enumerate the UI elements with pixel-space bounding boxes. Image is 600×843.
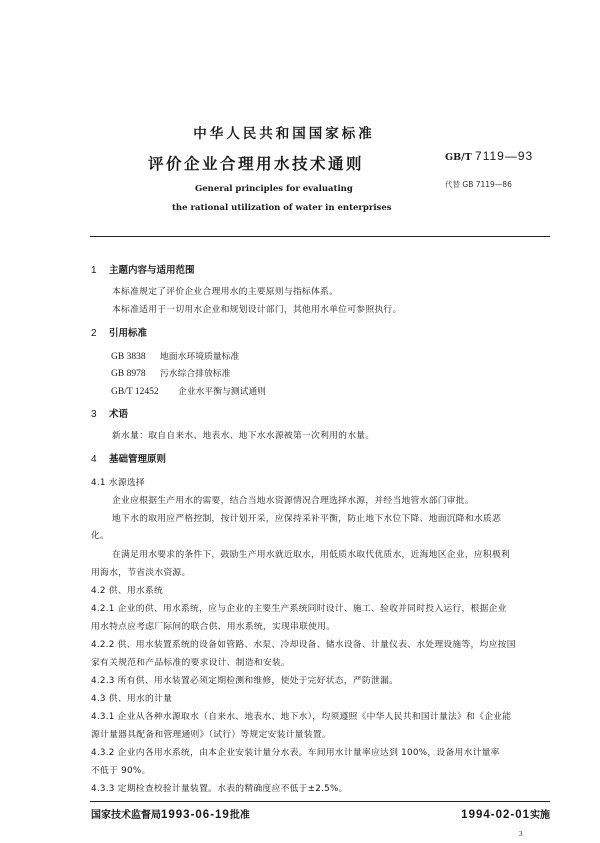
subsection-4-3-heading: 4.3 供、用水的计量 xyxy=(91,694,173,704)
paragraph: 新水量：取自自来水、地表水、地下水水源被第一次利用的水量。 xyxy=(112,431,375,441)
clause-4-3-2-continued: 不低于 90%。 xyxy=(91,766,151,776)
section-title: 主题内容与适用范围 xyxy=(109,265,195,276)
section-number: 3 xyxy=(91,409,97,420)
subsection-4-1-heading: 4.1 水源选择 xyxy=(91,478,145,488)
section-2-heading xyxy=(91,325,147,339)
section-1-heading xyxy=(91,262,195,276)
clause-4-2-2-continued: 家有关规范和产品标准的要求设计、制造和安装。 xyxy=(91,658,291,668)
standard-code: 7119—93 xyxy=(475,149,534,163)
clause-4-2-2: 4.2.2 供、用水装置系统的设备如管路、水泵、冷却设备、储水设备、计量仪表、水处理设施等，均应按国 xyxy=(91,640,516,650)
page-number: 3 xyxy=(519,830,523,838)
header-divider xyxy=(90,236,550,237)
section-number: 2 xyxy=(91,328,97,339)
section-number: 4 xyxy=(91,454,97,465)
paragraph-continued: 用海水，节省淡水资源。 xyxy=(91,568,191,578)
document-title-en-line1: General principles for evaluating xyxy=(195,184,353,194)
reference-item: GB 8978 污水综合排放标准 xyxy=(111,369,231,379)
section-4-heading xyxy=(91,451,166,465)
paragraph: 本标准适用于一切用水企业和规划设计部门，其他用水单位可参照执行。 xyxy=(112,305,402,315)
paragraph-continued: 化。 xyxy=(91,531,110,541)
clause-4-3-1: 4.3.1 企业从各种水源取水（自来水、地表水、地下水），均须遵照《中华人民共和国计量法》和《企业能 xyxy=(91,712,512,722)
standard-number xyxy=(445,149,533,163)
paragraph: 企业应根据生产用水的需要，结合当地水资源情况合理选择水源，并经当地管水部门审批。 xyxy=(112,496,474,506)
clause-4-2-3: 4.2.3 所有供、用水装置必须定期检测和维修，使处于完好状态，严防泄漏。 xyxy=(91,676,399,686)
footer-divider xyxy=(90,801,550,802)
section-title: 术语 xyxy=(109,409,129,420)
national-standard-heading: 中华人民共和国国家标准 xyxy=(193,126,375,142)
clause-4-3-3: 4.3.3 定期检查校验计量装置。水表的精确度应不低于±2.5%。 xyxy=(91,784,348,794)
effective-line: 1994-02-01实施 xyxy=(461,809,550,821)
section-3-heading xyxy=(91,406,128,420)
paragraph: 本标准规定了评价企业合理用水的主要原则与指标体系。 xyxy=(112,287,339,297)
clause-4-2-1-continued: 用水特点应考虑厂际间的联合供、用水系统，实现串联使用。 xyxy=(91,622,336,632)
section-title: 引用标准 xyxy=(109,328,148,339)
clause-4-2-1: 4.2.1 企业的供、用水系统，应与企业的主要生产系统同时设计、施工、验收并同时投入运行，根据企业 xyxy=(91,604,507,614)
section-title: 基础管理原则 xyxy=(109,454,167,465)
document-title-en-line2: the rational utilization of water in enterprises xyxy=(172,203,392,213)
section-number: 1 xyxy=(91,265,97,276)
paragraph: 地下水的取用应严格控制，按计划开采，应保持采补平衡，防止地下水位下降、地面沉降和水质恶 xyxy=(112,514,502,524)
clause-4-3-2: 4.3.2 企业内各用水系统，由本企业安装计量分水表。车间用水计量率应达到 100%，设备用水计量率 xyxy=(91,748,500,758)
approval-line: 国家技术监督局1993-06-19批准 xyxy=(91,809,250,821)
reference-item: GB/T 12452 企业水平衡与测试通则 xyxy=(111,387,266,397)
reference-item: GB 3838 地面水环境质量标准 xyxy=(111,352,240,362)
replaces-note: 代替 GB 7119—86 xyxy=(445,180,512,189)
standard-prefix: GB/T xyxy=(445,152,472,163)
paragraph: 在满足用水要求的条件下，鼓励生产用水就近取水，用低质水取代优质水，近海地区企业，应积极利 xyxy=(112,550,511,560)
clause-4-3-1-continued: 源计量器具配备和管理通则》（试行）等规定安装计量装置。 xyxy=(91,730,331,740)
subsection-4-2-heading: 4.2 供、用水系统 xyxy=(91,586,164,596)
document-title-cn: 评价企业合理用水技术通则 xyxy=(148,155,365,173)
